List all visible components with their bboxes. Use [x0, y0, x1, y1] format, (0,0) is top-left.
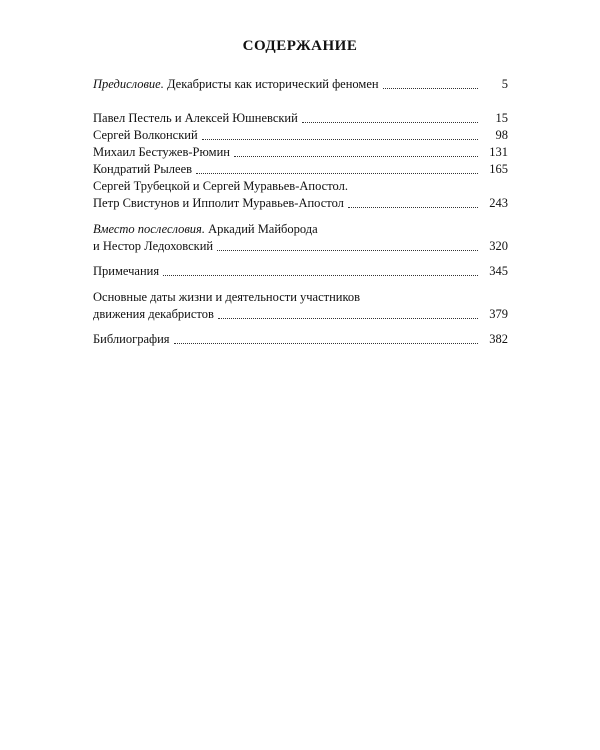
toc-entry-title: и Нестор Ледоховский [93, 239, 214, 253]
toc-entry-title-text: Аркадий Майборода [205, 222, 318, 236]
toc-entry-bestuzhev[interactable] [93, 144, 508, 161]
toc-entry-afterword[interactable] [93, 238, 508, 255]
toc-entry-title: Петр Свистунов и Ипполит Муравьев-Апостол [93, 196, 344, 210]
spacer [93, 93, 508, 110]
toc-entry-title: Библиография [93, 332, 170, 346]
dot-leader [302, 122, 478, 123]
toc-entry-dates[interactable] [93, 306, 508, 323]
toc-entry-pestel[interactable] [93, 110, 508, 127]
toc-page-number: 15 [495, 111, 508, 125]
toc-entry-title [93, 76, 379, 93]
toc-entry-trubetskoy[interactable] [93, 195, 508, 212]
toc-page-number: 165 [489, 162, 508, 176]
toc-page-number: 5 [501, 77, 508, 91]
toc-entry-title: Павел Пестель и Алексей Юшневский [93, 111, 298, 125]
spacer [93, 280, 508, 289]
spacer [93, 255, 508, 263]
dot-leader [163, 275, 478, 276]
toc-entry-title-text: Декабристы как исторический феномен [163, 77, 379, 91]
spacer [93, 212, 508, 221]
toc-entry-afterword-line1 [93, 221, 508, 238]
toc-entry-title: Примечания [93, 264, 160, 278]
toc-page-number: 382 [489, 332, 508, 346]
table-of-contents [93, 76, 508, 348]
toc-entry-dates-line1: Основные даты жизни и деятельности участников [93, 290, 361, 304]
dot-leader [234, 156, 478, 157]
dot-leader [218, 318, 478, 319]
toc-entry-ryleev[interactable] [93, 161, 508, 178]
toc-page-number: 131 [489, 145, 508, 159]
page-title: СОДЕРЖАНИЕ [242, 38, 358, 54]
toc-page-number: 379 [489, 307, 508, 321]
toc-entry-italic-prefix: Вместо послесловия. [93, 222, 205, 236]
toc-entry-title: Сергей Волконский [93, 128, 198, 142]
toc-entry-title: движения декабристов [93, 307, 214, 321]
toc-page-number: 320 [489, 239, 508, 253]
dot-leader [348, 207, 478, 208]
dot-leader [174, 343, 478, 344]
toc-entry-bibliography[interactable] [93, 331, 508, 348]
dot-leader [217, 250, 478, 251]
dot-leader [383, 88, 478, 89]
toc-page-number: 345 [489, 264, 508, 278]
toc-page-number: 98 [495, 128, 508, 142]
toc-entry-notes[interactable] [93, 263, 508, 280]
toc-entry-preface[interactable] [93, 76, 508, 93]
dot-leader [196, 173, 478, 174]
dot-leader [202, 139, 478, 140]
toc-entry-volkonsky[interactable] [93, 127, 508, 144]
toc-entry-italic-prefix: Предисловие. [93, 77, 164, 91]
spacer [93, 323, 508, 331]
toc-entry-title: Кондратий Рылеев [93, 162, 193, 176]
toc-entry-title: Михаил Бестужев-Рюмин [93, 145, 230, 159]
toc-entry-trubetskoy-line1: Сергей Трубецкой и Сергей Муравьев-Апостол. [93, 179, 348, 193]
toc-page-number: 243 [489, 196, 508, 210]
